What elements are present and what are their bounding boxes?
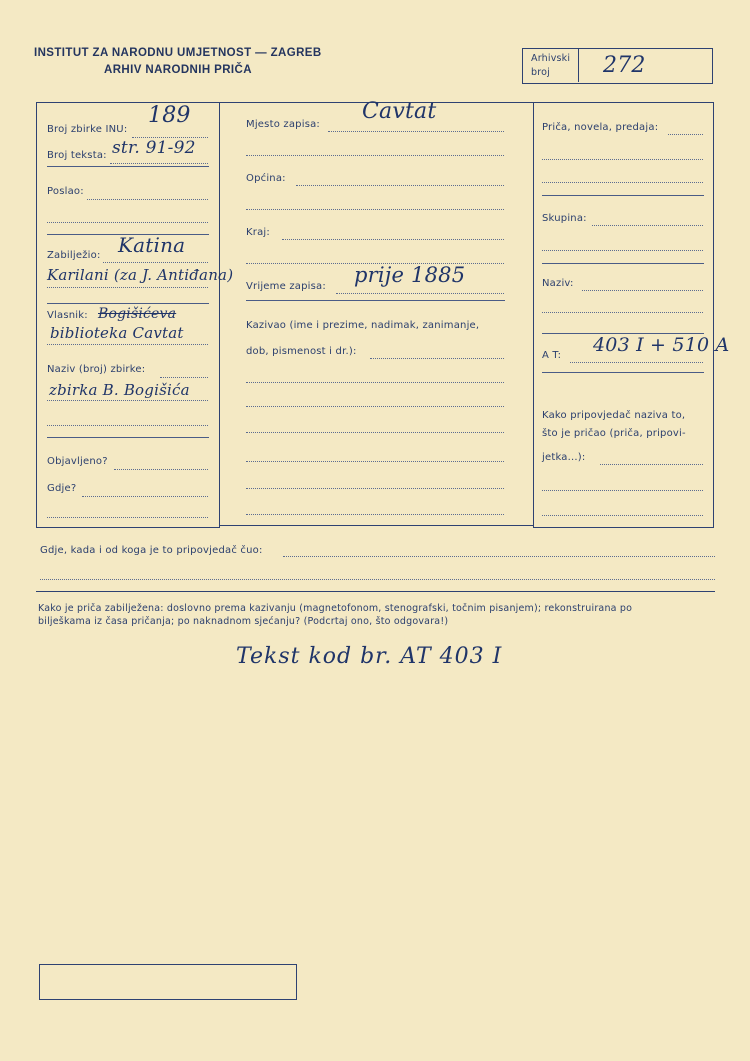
sent-by-label: Poslao: xyxy=(47,186,84,197)
collection-name-dots-3 xyxy=(47,425,208,426)
recorded-by-label: Zabilježio: xyxy=(47,250,101,261)
group-dots xyxy=(592,225,703,226)
region-dots xyxy=(282,239,504,240)
right-rule-4 xyxy=(542,372,704,373)
at-value: 403 I + 510 A xyxy=(593,334,730,356)
narrator-dots-6 xyxy=(246,488,504,489)
title-label: Naziv: xyxy=(542,278,574,289)
narrator-dots-5 xyxy=(246,461,504,462)
collection-name-value: zbirka B. Bogišića xyxy=(49,381,190,399)
collection-name-dots-2 xyxy=(47,400,208,401)
collection-name-label: Naziv (broj) zbirke: xyxy=(47,364,146,375)
narrator-name-dots-2 xyxy=(542,490,703,491)
text-number-label: Broj teksta: xyxy=(47,150,107,161)
text-number-dots xyxy=(110,163,208,164)
narrator-name-dots xyxy=(600,464,703,465)
middle-rule-1 xyxy=(246,300,505,301)
title-dots xyxy=(582,290,703,291)
sent-by-dots xyxy=(87,199,208,200)
heard-from-dots-2 xyxy=(40,579,715,580)
handwritten-note: Tekst kod br. AT 403 I xyxy=(236,644,503,669)
recorded-by-value-1: Katina xyxy=(118,233,186,257)
genre-dots xyxy=(668,134,703,135)
time-value: prije 1885 xyxy=(354,263,466,287)
group-label: Skupina: xyxy=(542,213,587,224)
place-value: Cavtat xyxy=(362,99,437,124)
municipality-dots xyxy=(296,185,504,186)
narrator-dots xyxy=(370,358,504,359)
collection-number-label: Broj zbirke INU: xyxy=(47,124,128,135)
group-dots-2 xyxy=(542,250,703,251)
recorded-by-dots xyxy=(103,262,208,263)
bottom-stamp-box xyxy=(39,964,297,1000)
archive-number-label-2: broj xyxy=(531,67,550,78)
heard-from-rule xyxy=(36,591,715,592)
archive-number-value: 272 xyxy=(603,53,646,78)
archive-number-label-1: Arhivski xyxy=(531,53,571,64)
municipality-dots-2 xyxy=(246,209,504,210)
place-dots xyxy=(328,131,504,132)
narrator-dots-4 xyxy=(246,432,504,433)
sent-by-dots-2 xyxy=(47,222,208,223)
narrator-name-label-1: Kako pripovjedač naziva to, xyxy=(542,410,686,421)
narrator-dots-7 xyxy=(246,514,504,515)
time-label: Vrijeme zapisa: xyxy=(246,281,326,292)
place-dots-2 xyxy=(246,155,504,156)
where-label: Gdje? xyxy=(47,483,77,494)
right-rule-2 xyxy=(542,263,704,264)
archive-title: ARHIV NARODNIH PRIČA xyxy=(104,64,252,76)
narrator-dots-3 xyxy=(246,406,504,407)
heard-from-dots xyxy=(283,556,715,557)
owner-value-2: biblioteka Cavtat xyxy=(50,324,184,342)
text-number-value: str. 91-92 xyxy=(112,138,196,158)
middle-bottom-border xyxy=(219,525,533,526)
recorded-by-dots-2 xyxy=(47,287,208,288)
collection-name-dots xyxy=(160,377,208,378)
right-rule-1 xyxy=(542,195,704,196)
owner-label: Vlasnik: xyxy=(47,310,88,321)
owner-value-1: Bogišićeva xyxy=(98,306,177,322)
genre-dots-3 xyxy=(542,182,703,183)
genre-dots-2 xyxy=(542,159,703,160)
published-label: Objavljeno? xyxy=(47,456,108,467)
owner-dots xyxy=(47,344,208,345)
archive-number-divider xyxy=(578,49,579,82)
time-dots xyxy=(336,293,504,294)
at-label: A T: xyxy=(542,350,562,361)
narrator-label-2: dob, pismenost i dr.): xyxy=(246,346,357,357)
recording-method-line-1: Kako je priča zabilježena: doslovno prema kazivanju (magnetofonom, stenografski, točnim pisanjem); rekonstruirana po xyxy=(38,603,633,614)
narrator-name-dots-3 xyxy=(542,515,703,516)
left-rule-3 xyxy=(47,303,209,304)
published-dots xyxy=(114,469,208,470)
heard-from-label: Gdje, kada i od koga je to pripovjedač čuo: xyxy=(40,545,263,556)
region-label: Kraj: xyxy=(246,227,270,238)
narrator-name-label-3: jetka...): xyxy=(542,452,586,463)
left-rule-4 xyxy=(47,437,209,438)
narrator-name-label-2: što je pričao (priča, pripovi- xyxy=(542,428,686,439)
title-dots-2 xyxy=(542,312,703,313)
collection-number-value: 189 xyxy=(148,103,191,128)
left-rule-1 xyxy=(47,166,209,167)
institute-title: INSTITUT ZA NARODNU UMJETNOST — ZAGREB xyxy=(34,47,322,59)
recording-method-line-2: bilješkama iz časa pričanja; po naknadnom sjećanju? (Podcrtaj ono, što odgovara!) xyxy=(38,616,449,627)
narrator-label-1: Kazivao (ime i prezime, nadimak, zanimanje, xyxy=(246,320,480,331)
where-dots xyxy=(82,496,208,497)
recorded-by-value-2: Karilani (za J. Antiđana) xyxy=(47,266,234,284)
genre-label: Priča, novela, predaja: xyxy=(542,122,659,133)
place-label: Mjesto zapisa: xyxy=(246,119,320,130)
municipality-label: Općina: xyxy=(246,173,286,184)
where-dots-2 xyxy=(47,517,208,518)
narrator-dots-2 xyxy=(246,382,504,383)
at-dots xyxy=(570,362,703,363)
